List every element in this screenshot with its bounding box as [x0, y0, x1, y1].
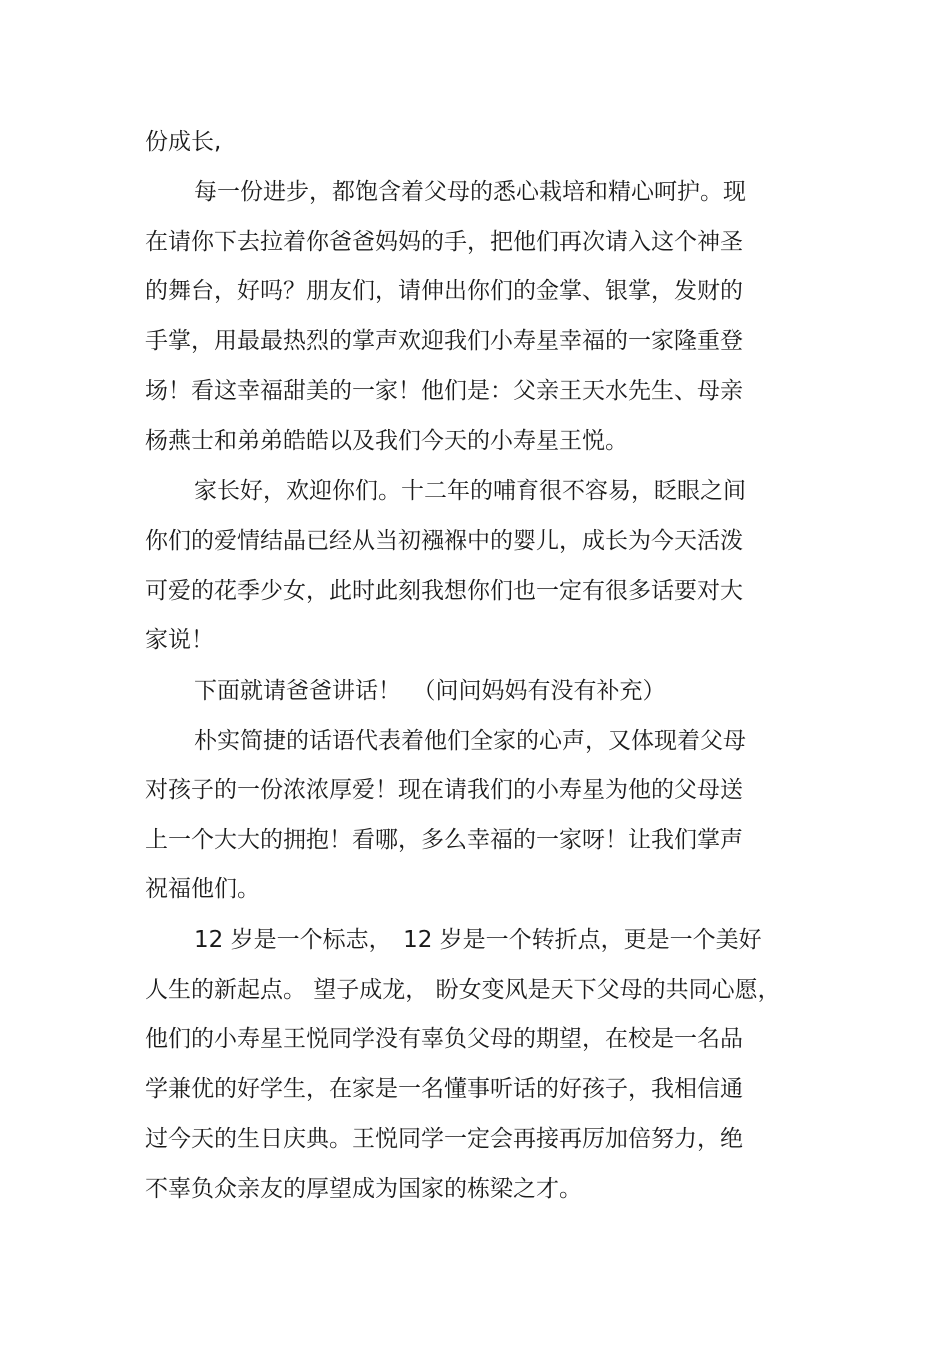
text-line: 人生的新起点。 望子成龙， 盼女变风是天下父母的共同心愿， — [145, 977, 781, 1003]
text-line: 下面就请爸爸讲话！ （问问妈妈有没有补充） — [194, 678, 666, 704]
text-line: 你们的爱情结晶已经从当初襁褓中的婴儿，成长为今天活泼 — [145, 528, 743, 554]
text-line: 学兼优的好学生，在家是一名懂事听话的好孩子，我相信通 — [145, 1076, 743, 1102]
text-line: 对孩子的一份浓浓厚爱！现在请我们的小寿星为他的父母送 — [145, 777, 743, 803]
text-line: 在请你下去拉着你爸爸妈妈的手，把他们再次请入这个神圣 — [145, 229, 743, 255]
text-line: 家长好，欢迎你们。十二年的哺育很不容易，眨眼之间 — [194, 478, 746, 504]
text-line: 份成长, — [145, 129, 222, 155]
text-line: 上一个大大的拥抱！看哪，多么幸福的一家呀！让我们掌声 — [145, 827, 743, 853]
text-line: 家说！ — [145, 627, 214, 653]
text-line: 可爱的花季少女，此时此刻我想你们也一定有很多话要对大 — [145, 578, 743, 604]
text-line: 的舞台，好吗？朋友们，请伸出你们的金掌、银掌，发财的 — [145, 278, 743, 304]
text-line: 每一份进步，都饱含着父母的悉心栽培和精心呵护。现 — [194, 179, 746, 205]
text-line: 杨燕士和弟弟皓皓以及我们今天的小寿星王悦。 — [145, 428, 628, 454]
text-line: 12 岁是一个标志， 12 岁是一个转折点，更是一个美好 — [194, 927, 762, 953]
text-line: 场！看这幸福甜美的一家！他们是：父亲王天水先生、母亲 — [145, 378, 743, 404]
text-line: 手掌，用最最热烈的掌声欢迎我们小寿星幸福的一家隆重登 — [145, 328, 743, 354]
text-line: 他们的小寿星王悦同学没有辜负父母的期望，在校是一名品 — [145, 1026, 743, 1052]
text-line: 过今天的生日庆典。王悦同学一定会再接再厉加倍努力，绝 — [145, 1126, 743, 1152]
text-line: 朴实简捷的话语代表着他们全家的心声，又体现着父母 — [194, 728, 746, 754]
text-line: 不辜负众亲友的厚望成为国家的栋梁之才。 — [145, 1176, 582, 1202]
text-line: 祝福他们。 — [145, 876, 260, 902]
